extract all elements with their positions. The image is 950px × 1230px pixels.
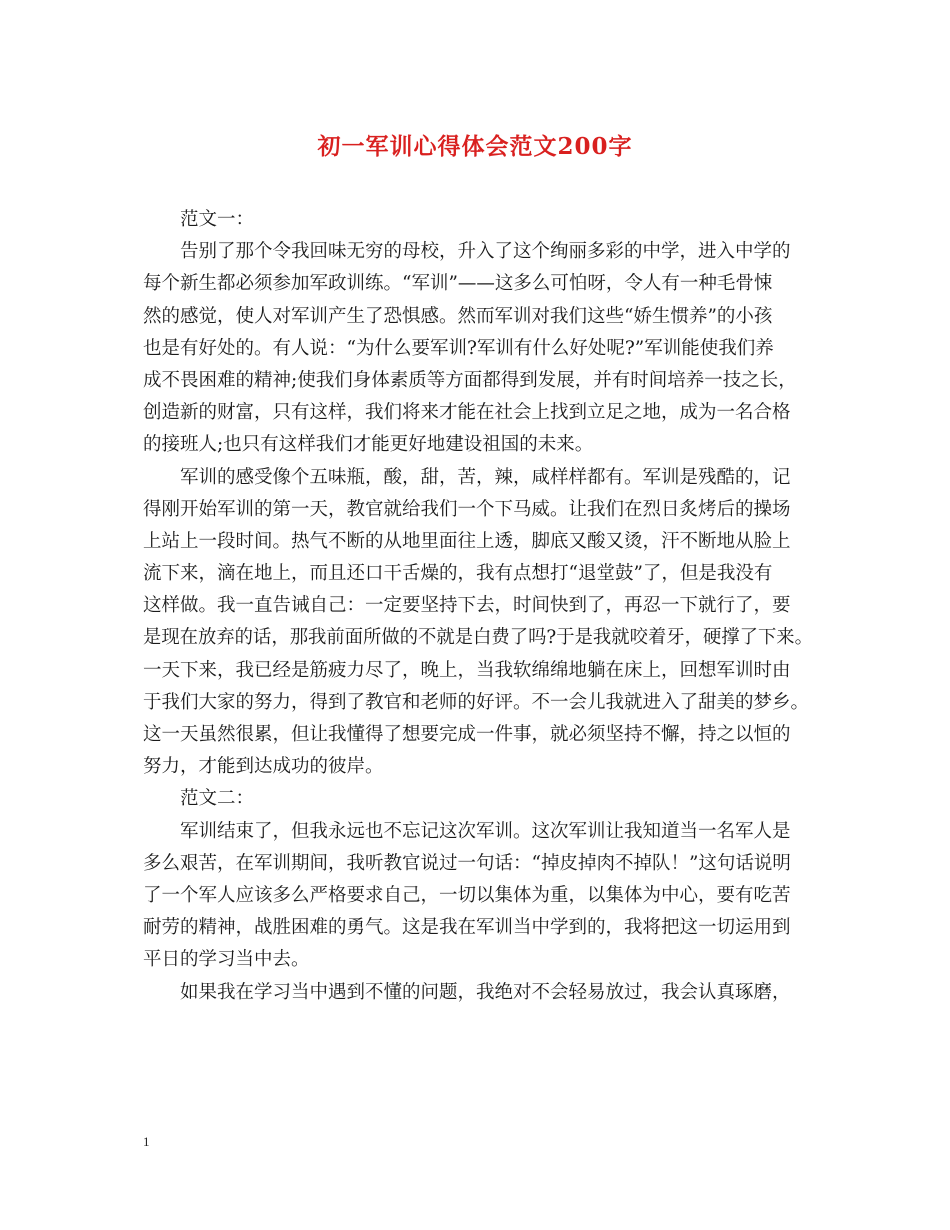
text-line: 成不畏困难的精神;使我们身体素质等方面都得到发展，并有时间培养一技之长， — [143, 369, 797, 391]
document-title: 初一军训心得体会范文200字 — [317, 133, 633, 160]
document-body — [143, 204, 813, 1009]
text-line: 这样做。我一直告诫自己：一定要坚持下去，时间快到了，再忍一下就行了，要 — [143, 595, 791, 617]
text-line: 创造新的财富，只有这样，我们将来才能在社会上找到立足之地，成为一名合格 — [143, 402, 791, 424]
page-number: 1 — [143, 1134, 150, 1149]
text-line: 流下来，滴在地上，而且还口干舌燥的，我有点想打“退堂鼓”了，但是我没有 — [143, 563, 773, 585]
text-line: 了一个军人应该多么严格要求自己，一切以集体为重，以集体为中心，要有吃苦 — [143, 884, 791, 906]
text-line: 这一天虽然很累，但让我懂得了想要完成一件事，就必须坚持不懈，持之以恒的 — [143, 724, 791, 745]
text-line: 平日的学习当中去。 — [143, 949, 310, 971]
text-line: 耐劳的精神，战胜困难的勇气。这是我在军训当中学到的，我将把这一切运用到 — [143, 917, 791, 939]
text-line: 是现在放弃的话，那我前面所做的不就是白费了吗?于是我就咬着牙，硬撑了下来。 — [143, 627, 813, 649]
text-line: 努力，才能到达成功的彼岸。 — [143, 756, 384, 778]
text-line: 多么艰苦，在军训期间，我听教官说过一句话：“掉皮掉肉不掉队！”这句话说明 — [143, 852, 791, 874]
text-line: 军训结束了，但我永远也不忘记这次军训。这次军训让我知道当一名军人是 — [180, 820, 791, 842]
text-line: 每个新生都必须参加军政训练。“军训”——这多么可怕呀，令人有一种毛骨悚 — [143, 273, 773, 295]
text-line: 于我们大家的努力，得到了教官和老师的好评。不一会儿我就进入了甜美的梦乡。 — [143, 691, 810, 713]
text-line: 一天下来，我已经是筋疲力尽了，晚上，当我软绵绵地躺在床上，回想军训时由 — [143, 659, 791, 681]
text-line: 上站上一段时间。热气不断的从地里面往上透，脚底又酸又烫，汗不断地从脸上 — [143, 530, 791, 552]
text-line: 也是有好处的。有人说：“为什么要军训?军训有什么好处呢?”军训能使我们养 — [143, 337, 774, 359]
text-line: 范文一： — [180, 209, 255, 230]
text-line: 得刚开始军训的第一天，教官就给我们一个下马威。让我们在烈日炙烤后的操场 — [143, 498, 791, 520]
text-line: 告别了那个令我回味无穷的母校，升入了这个绚丽多彩的中学，进入中学的 — [180, 241, 791, 263]
text-line: 范文二： — [180, 788, 255, 810]
text-line: 军训的感受像个五味瓶，酸，甜，苦，辣，咸样样都有。军训是残酷的，记 — [180, 466, 791, 488]
text-line: 如果我在学习当中遇到不懂的问题，我绝对不会轻易放过，我会认真琢磨， — [180, 981, 791, 1003]
text-line: 然的感觉，使人对军训产生了恐惧感。然而军训对我们这些“娇生惯养”的小孩 — [143, 305, 773, 327]
text-line: 的接班人;也只有这样我们才能更好地建设祖国的未来。 — [143, 434, 594, 456]
